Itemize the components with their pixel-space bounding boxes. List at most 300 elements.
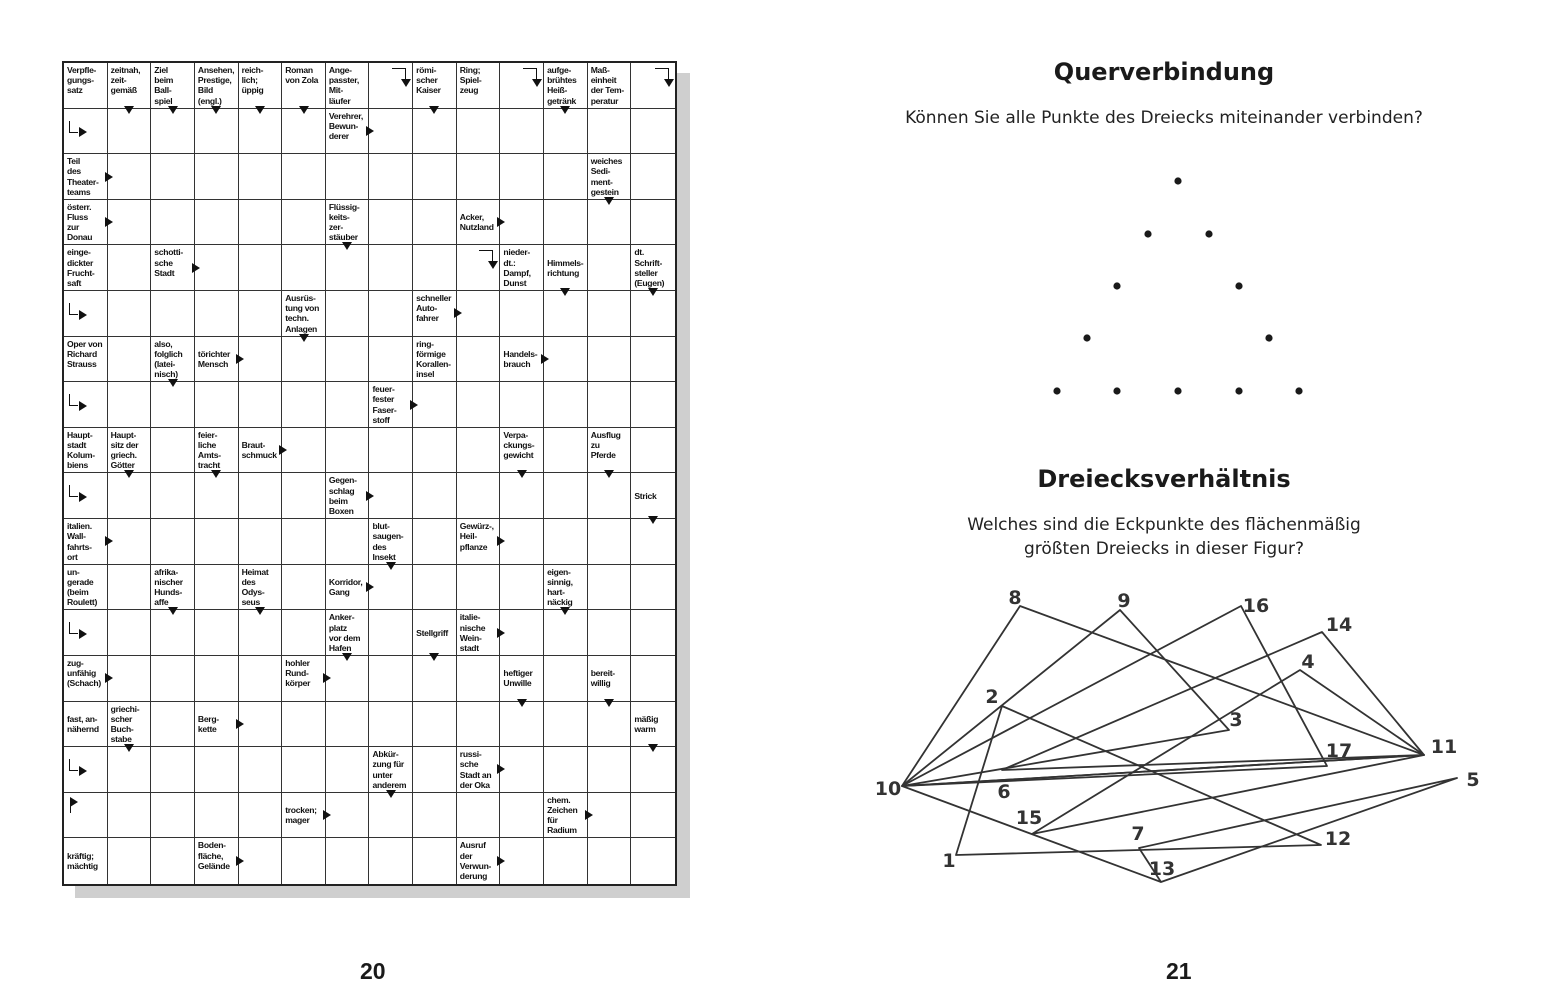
- answer-cell[interactable]: [588, 793, 632, 839]
- answer-cell[interactable]: [151, 747, 195, 793]
- answer-cell[interactable]: [500, 291, 544, 337]
- answer-cell[interactable]: [239, 656, 283, 702]
- answer-cell[interactable]: [457, 337, 501, 383]
- answer-cell[interactable]: [282, 747, 326, 793]
- clue-text: feier- liche Amts- tracht: [197, 429, 221, 471]
- answer-cell[interactable]: [588, 245, 632, 291]
- answer-cell[interactable]: [239, 200, 283, 246]
- clue-text: zeitnah, zeit- gemäß: [110, 65, 141, 96]
- clue-arrow-icon: [342, 653, 352, 661]
- point-label-14: 14: [1325, 614, 1353, 636]
- answer-cell[interactable]: [413, 428, 457, 474]
- answer-cell[interactable]: [282, 473, 326, 519]
- answer-cell[interactable]: [369, 337, 413, 383]
- answer-cell[interactable]: [500, 519, 544, 565]
- answer-cell[interactable]: [544, 291, 588, 337]
- clue-text: ring- förmige Korallen- insel: [416, 338, 451, 380]
- answer-cell[interactable]: [631, 200, 675, 246]
- answer-cell[interactable]: [631, 610, 675, 656]
- line-10-13: [902, 786, 1161, 882]
- clue-arrow-icon: [69, 303, 78, 315]
- answer-cell[interactable]: [544, 610, 588, 656]
- clue-cell: [588, 154, 632, 200]
- answer-cell[interactable]: [588, 109, 632, 155]
- point-label-13: 13: [1148, 858, 1176, 880]
- answer-cell[interactable]: [282, 337, 326, 383]
- answer-cell[interactable]: [282, 382, 326, 428]
- answer-cell[interactable]: [195, 519, 239, 565]
- clue-cell: [326, 610, 370, 656]
- clue-arrow-icon: [255, 607, 265, 615]
- answer-cell[interactable]: [631, 747, 675, 793]
- clue-text: Boden- fläche, Gelände: [197, 840, 230, 871]
- answer-cell[interactable]: [457, 656, 501, 702]
- answer-cell[interactable]: [326, 382, 370, 428]
- answer-cell[interactable]: [151, 838, 195, 884]
- answer-cell[interactable]: [108, 656, 152, 702]
- answer-cell[interactable]: [239, 154, 283, 200]
- clue-cell: [64, 793, 108, 839]
- clue-text: heftiger Unwille: [503, 668, 533, 689]
- answer-cell[interactable]: [631, 382, 675, 428]
- answer-cell[interactable]: [108, 565, 152, 611]
- clue-text: Ausflug zu Pferde: [590, 429, 621, 461]
- answer-cell[interactable]: [588, 519, 632, 565]
- answer-cell[interactable]: [369, 245, 413, 291]
- clue-text: Anker- platz vor dem Hafen: [328, 612, 361, 653]
- clue-text: Roman von Zola: [285, 65, 319, 86]
- clue-text: dt. Schrift- steller (Eugen): [634, 247, 665, 289]
- answer-cell[interactable]: [326, 702, 370, 748]
- clue-text: chem. Zeichen für Radium: [547, 794, 578, 836]
- answer-cell[interactable]: [500, 473, 544, 519]
- answer-cell[interactable]: [195, 656, 239, 702]
- answer-cell[interactable]: [108, 337, 152, 383]
- clue-text: schotti- sche Stadt: [154, 247, 183, 278]
- clue-cell: [108, 428, 152, 474]
- answer-cell[interactable]: [413, 838, 457, 884]
- answer-cell[interactable]: [195, 565, 239, 611]
- answer-cell[interactable]: [195, 793, 239, 839]
- answer-cell[interactable]: [544, 747, 588, 793]
- clue-arrow-icon: [560, 288, 570, 296]
- answer-cell[interactable]: [413, 793, 457, 839]
- point-label-4: 4: [1301, 651, 1315, 673]
- answer-cell[interactable]: [457, 154, 501, 200]
- answer-cell[interactable]: [108, 747, 152, 793]
- answer-cell[interactable]: [457, 565, 501, 611]
- answer-cell[interactable]: [457, 382, 501, 428]
- answer-cell[interactable]: [195, 291, 239, 337]
- answer-cell[interactable]: [413, 109, 457, 155]
- answer-cell[interactable]: [413, 656, 457, 702]
- clue-cell: [457, 245, 501, 291]
- answer-cell[interactable]: [588, 291, 632, 337]
- answer-cell[interactable]: [500, 200, 544, 246]
- answer-cell[interactable]: [631, 838, 675, 884]
- answer-cell[interactable]: [544, 382, 588, 428]
- answer-cell[interactable]: [282, 428, 326, 474]
- answer-cell[interactable]: [326, 337, 370, 383]
- answer-cell[interactable]: [631, 793, 675, 839]
- clue-cell: [239, 428, 283, 474]
- answer-cell[interactable]: [195, 200, 239, 246]
- answer-cell[interactable]: [369, 656, 413, 702]
- clue-text: afrika- nischer Hunds- affe: [154, 566, 183, 608]
- clue-arrow-icon: [279, 445, 287, 455]
- clue-cell: [64, 382, 108, 428]
- clue-text: Ange- passter, Mit- läufer: [328, 65, 359, 106]
- answer-cell[interactable]: [369, 428, 413, 474]
- answer-cell[interactable]: [282, 519, 326, 565]
- answer-cell[interactable]: [500, 702, 544, 748]
- clue-text: Teil des Theater- teams: [67, 156, 99, 197]
- answer-cell[interactable]: [413, 565, 457, 611]
- answer-cell[interactable]: [151, 428, 195, 474]
- answer-cell[interactable]: [544, 154, 588, 200]
- answer-cell[interactable]: [631, 337, 675, 383]
- clue-cell: [500, 656, 544, 702]
- clue-arrow-icon: [366, 126, 374, 136]
- answer-cell[interactable]: [282, 838, 326, 884]
- answer-cell[interactable]: [369, 200, 413, 246]
- clue-cell: [151, 565, 195, 611]
- answer-cell[interactable]: [326, 154, 370, 200]
- answer-cell[interactable]: [588, 838, 632, 884]
- clue-arrow-icon: [236, 354, 244, 364]
- clue-text: Maß- einheit der Tem- peratur: [590, 65, 624, 106]
- answer-cell[interactable]: [108, 200, 152, 246]
- point-label-12: 12: [1324, 828, 1352, 850]
- answer-cell[interactable]: [369, 565, 413, 611]
- answer-cell[interactable]: [108, 519, 152, 565]
- answer-cell[interactable]: [108, 838, 152, 884]
- clue-text: Ausrüs- tung von techn. Anlagen: [285, 293, 320, 334]
- answer-cell[interactable]: [369, 473, 413, 519]
- clue-cell: [64, 473, 108, 519]
- answer-cell[interactable]: [413, 702, 457, 748]
- clue-cell: [151, 245, 195, 291]
- clue-arrow-icon: [69, 622, 78, 634]
- answer-cell[interactable]: [588, 200, 632, 246]
- answer-cell[interactable]: [326, 245, 370, 291]
- clue-cell: [239, 63, 283, 109]
- clue-cell: [239, 565, 283, 611]
- clue-arrow-icon: [386, 790, 396, 798]
- clue-cell: [631, 702, 675, 748]
- answer-cell[interactable]: [239, 245, 283, 291]
- answer-cell[interactable]: [369, 610, 413, 656]
- clue-cell: [369, 747, 413, 793]
- answer-cell[interactable]: [631, 109, 675, 155]
- clue-text: eigen- sinnig, hart- näckig: [547, 566, 573, 608]
- clue-arrow-icon: [299, 334, 309, 342]
- answer-cell[interactable]: [239, 793, 283, 839]
- answer-cell[interactable]: [631, 154, 675, 200]
- clue-text: Himmels- richtung: [547, 257, 584, 278]
- clue-arrow-icon: [105, 536, 113, 546]
- answer-cell[interactable]: [282, 702, 326, 748]
- answer-cell[interactable]: [369, 793, 413, 839]
- answer-cell[interactable]: [195, 109, 239, 155]
- clue-arrow-icon: [69, 485, 78, 497]
- clue-text: zug- unfähig (Schach): [67, 657, 101, 689]
- answer-cell[interactable]: [544, 109, 588, 155]
- clue-cell: [457, 747, 501, 793]
- answer-cell[interactable]: [500, 610, 544, 656]
- clue-text: fast, an- nähernd: [67, 713, 99, 734]
- clue-arrow-icon: [429, 653, 439, 661]
- clue-arrow-icon: [517, 699, 527, 707]
- answer-cell[interactable]: [500, 838, 544, 884]
- clue-arrow-icon: [585, 810, 593, 820]
- answer-cell[interactable]: [195, 610, 239, 656]
- answer-cell[interactable]: [369, 702, 413, 748]
- answer-cell[interactable]: [151, 154, 195, 200]
- answer-cell[interactable]: [282, 200, 326, 246]
- answer-cell[interactable]: [326, 519, 370, 565]
- answer-cell[interactable]: [239, 382, 283, 428]
- answer-cell[interactable]: [369, 838, 413, 884]
- answer-cell[interactable]: [544, 200, 588, 246]
- answer-cell[interactable]: [544, 656, 588, 702]
- answer-cell[interactable]: [457, 473, 501, 519]
- answer-cell[interactable]: [631, 291, 675, 337]
- clue-arrow-icon: [517, 470, 527, 478]
- answer-cell[interactable]: [631, 565, 675, 611]
- answer-cell[interactable]: [588, 565, 632, 611]
- clue-text: Ziel beim Ball- spiel: [154, 65, 174, 106]
- answer-cell[interactable]: [631, 656, 675, 702]
- answer-cell[interactable]: [631, 428, 675, 474]
- answer-cell[interactable]: [151, 610, 195, 656]
- answer-cell[interactable]: [282, 154, 326, 200]
- clue-cell: [195, 428, 239, 474]
- answer-cell[interactable]: [457, 793, 501, 839]
- answer-cell[interactable]: [108, 382, 152, 428]
- clue-arrow-icon: [124, 744, 134, 752]
- clue-text: Gegen- schlag beim Boxen: [328, 475, 357, 517]
- answer-cell[interactable]: [195, 154, 239, 200]
- answer-cell[interactable]: [239, 747, 283, 793]
- clue-cell: [195, 63, 239, 109]
- clue-text: Braut- schmuck: [241, 439, 277, 461]
- answer-cell[interactable]: [108, 291, 152, 337]
- point-label-9: 9: [1117, 590, 1131, 612]
- answer-cell[interactable]: [108, 793, 152, 839]
- clue-arrow-icon: [523, 68, 537, 79]
- answer-cell[interactable]: [151, 793, 195, 839]
- answer-cell[interactable]: [413, 154, 457, 200]
- answer-cell[interactable]: [151, 519, 195, 565]
- answer-cell[interactable]: [108, 245, 152, 291]
- point-label-8: 8: [1008, 587, 1022, 609]
- page-number-left: 20: [360, 958, 386, 984]
- answer-cell[interactable]: [544, 702, 588, 748]
- clue-arrow-icon: [655, 68, 669, 79]
- clue-cell: [544, 63, 588, 109]
- answer-cell[interactable]: [588, 337, 632, 383]
- point-label-15: 15: [1015, 807, 1043, 829]
- answer-cell[interactable]: [457, 109, 501, 155]
- clue-cell: [544, 793, 588, 839]
- clue-text: Haupt- sitz der griech. Götter: [110, 429, 139, 471]
- clue-arrow-icon: [168, 106, 178, 114]
- clue-cell: [326, 200, 370, 246]
- clue-text: mäßig warm: [634, 713, 659, 734]
- clue-arrow-icon: [70, 801, 71, 813]
- triangle-13-7-5: [1139, 778, 1457, 882]
- answer-cell[interactable]: [151, 702, 195, 748]
- answer-cell[interactable]: [326, 428, 370, 474]
- clue-arrow-icon: [69, 121, 78, 133]
- clue-text: Verpa- ckungs- gewicht: [503, 429, 535, 461]
- clue-arrow-icon: [105, 217, 113, 227]
- answer-cell[interactable]: [413, 519, 457, 565]
- answer-cell[interactable]: [500, 747, 544, 793]
- puzzle2-question-line1: Welches sind die Eckpunkte des flächenmäßig: [967, 515, 1361, 535]
- answer-cell[interactable]: [239, 702, 283, 748]
- answer-cell[interactable]: [151, 200, 195, 246]
- answer-cell[interactable]: [413, 747, 457, 793]
- triangle-figure: [776, 0, 1552, 1000]
- answer-cell[interactable]: [326, 656, 370, 702]
- answer-cell[interactable]: [282, 565, 326, 611]
- answer-cell[interactable]: [282, 109, 326, 155]
- clue-cell: [457, 610, 501, 656]
- answer-cell[interactable]: [500, 109, 544, 155]
- answer-cell[interactable]: [108, 154, 152, 200]
- answer-cell[interactable]: [239, 838, 283, 884]
- answer-cell[interactable]: [544, 838, 588, 884]
- answer-cell[interactable]: [326, 793, 370, 839]
- clue-arrow-icon: [69, 394, 78, 406]
- clue-arrow-icon: [604, 197, 614, 205]
- answer-cell[interactable]: [239, 610, 283, 656]
- answer-cell[interactable]: [369, 109, 413, 155]
- clue-arrow-icon: [342, 242, 352, 250]
- puzzle1-question: Können Sie alle Punkte des Dreiecks miteinander verbinden?: [905, 108, 1423, 128]
- answer-cell[interactable]: [239, 519, 283, 565]
- answer-cell[interactable]: [282, 610, 326, 656]
- clue-arrow-icon: [236, 856, 244, 866]
- clue-cell: [64, 838, 108, 884]
- answer-cell[interactable]: [151, 109, 195, 155]
- answer-cell[interactable]: [413, 473, 457, 519]
- answer-cell[interactable]: [151, 473, 195, 519]
- answer-cell[interactable]: [413, 382, 457, 428]
- clue-arrow-icon: [392, 68, 406, 79]
- answer-cell[interactable]: [500, 793, 544, 839]
- answer-cell[interactable]: [588, 610, 632, 656]
- answer-cell[interactable]: [195, 245, 239, 291]
- clue-cell: [457, 838, 501, 884]
- answer-cell[interactable]: [326, 838, 370, 884]
- point-label-2: 2: [985, 686, 999, 708]
- clue-text: nieder- dt.: Dampf, Dunst: [503, 247, 531, 289]
- clue-arrow-icon: [386, 562, 396, 570]
- answer-cell[interactable]: [369, 291, 413, 337]
- clue-arrow-icon: [168, 379, 178, 387]
- clue-arrow-icon: [192, 263, 200, 273]
- answer-cell[interactable]: [413, 200, 457, 246]
- answer-cell[interactable]: [369, 154, 413, 200]
- clue-cell: [369, 382, 413, 428]
- clue-text: Stellgriff: [416, 627, 448, 638]
- clue-cell: [195, 702, 239, 748]
- clue-cell: [326, 565, 370, 611]
- answer-cell[interactable]: [151, 656, 195, 702]
- puzzle2-title: Dreiecksverhältnis: [1037, 465, 1291, 493]
- answer-cell[interactable]: [239, 109, 283, 155]
- answer-cell[interactable]: [151, 291, 195, 337]
- page-number-right: 21: [1166, 958, 1192, 984]
- clue-arrow-icon: [648, 516, 658, 524]
- answer-cell[interactable]: [195, 382, 239, 428]
- point-label-3: 3: [1229, 709, 1243, 731]
- clue-arrow-icon: [323, 810, 331, 820]
- answer-cell[interactable]: [500, 154, 544, 200]
- answer-cell[interactable]: [326, 747, 370, 793]
- answer-cell[interactable]: [544, 473, 588, 519]
- answer-cell[interactable]: [588, 702, 632, 748]
- answer-cell[interactable]: [457, 702, 501, 748]
- clue-cell: [64, 702, 108, 748]
- clue-text: weiches Sedi- ment- gestein: [590, 156, 623, 197]
- clue-arrow-icon: [648, 288, 658, 296]
- answer-cell[interactable]: [631, 519, 675, 565]
- answer-cell[interactable]: [195, 747, 239, 793]
- answer-cell[interactable]: [151, 382, 195, 428]
- answer-cell[interactable]: [588, 747, 632, 793]
- answer-cell[interactable]: [544, 519, 588, 565]
- clue-arrow-icon: [497, 764, 505, 774]
- clue-arrow-icon: [366, 491, 374, 501]
- answer-cell[interactable]: [108, 473, 152, 519]
- clue-arrow-icon: [105, 673, 113, 683]
- answer-cell[interactable]: [108, 610, 152, 656]
- answer-cell[interactable]: [500, 565, 544, 611]
- answer-cell[interactable]: [239, 473, 283, 519]
- answer-cell[interactable]: [588, 382, 632, 428]
- clue-cell: [64, 656, 108, 702]
- answer-cell[interactable]: [500, 382, 544, 428]
- answer-cell[interactable]: [588, 473, 632, 519]
- clue-text: Strick: [634, 490, 657, 501]
- clue-text: Korridor, Gang: [328, 576, 363, 598]
- answer-cell[interactable]: [457, 428, 501, 474]
- clue-cell: [64, 428, 108, 474]
- clue-arrow-icon: [124, 106, 134, 114]
- answer-cell[interactable]: [457, 291, 501, 337]
- answer-cell[interactable]: [108, 109, 152, 155]
- answer-cell[interactable]: [195, 473, 239, 519]
- answer-cell[interactable]: [239, 291, 283, 337]
- answer-cell[interactable]: [544, 428, 588, 474]
- clue-cell: [369, 63, 413, 109]
- answer-cell[interactable]: [544, 337, 588, 383]
- clue-text: römi- scher Kaiser: [416, 65, 441, 96]
- answer-cell[interactable]: [326, 291, 370, 337]
- clue-text: reich- lich; üppig: [241, 65, 264, 96]
- clue-text: Verpfle- gungs- satz: [67, 65, 97, 96]
- answer-cell[interactable]: [282, 245, 326, 291]
- point-label-7: 7: [1131, 823, 1145, 845]
- answer-cell[interactable]: [239, 337, 283, 383]
- answer-cell[interactable]: [413, 245, 457, 291]
- clue-cell: [631, 245, 675, 291]
- clue-arrow-icon: [236, 719, 244, 729]
